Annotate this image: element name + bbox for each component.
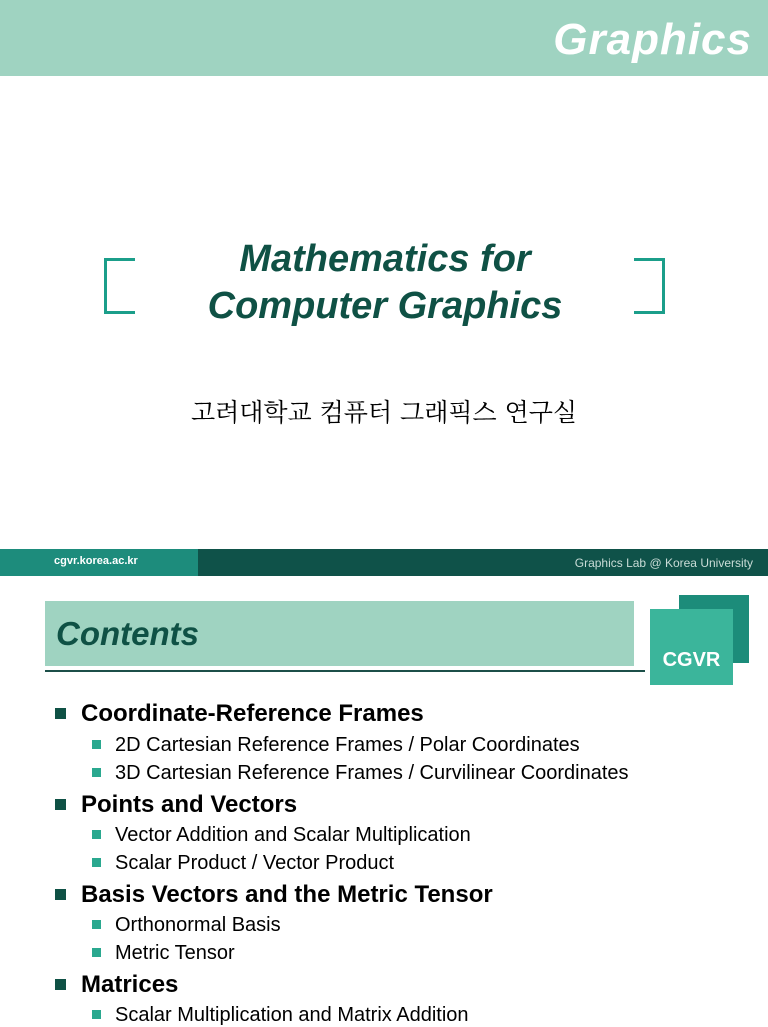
- korean-subtitle: 고려대학교 컴퓨터 그래픽스 연구실: [190, 398, 578, 427]
- list-item-label: Matrices: [81, 971, 179, 998]
- sub-list-item-label: 2D Cartesian Reference Frames / Polar Coordinates: [115, 734, 580, 756]
- list-item: [81, 881, 493, 909]
- square-bullet-icon: [92, 740, 101, 749]
- square-bullet-icon: [92, 920, 101, 929]
- square-bullet-icon: [55, 799, 66, 810]
- sub-list-item: [115, 823, 471, 847]
- contents-divider: [45, 670, 645, 672]
- right-bracket-decoration: [634, 258, 665, 314]
- slide-title: [140, 236, 630, 330]
- title-line-1: Mathematics for: [239, 238, 531, 280]
- cgvr-logo: [650, 609, 733, 685]
- square-bullet-icon: [55, 708, 66, 719]
- sub-list-item: [115, 851, 394, 875]
- square-bullet-icon: [92, 830, 101, 839]
- list-item-label: Basis Vectors and the Metric Tensor: [81, 881, 493, 908]
- square-bullet-icon: [55, 889, 66, 900]
- header-band: [0, 0, 768, 76]
- square-bullet-icon: [92, 1010, 101, 1019]
- title-line-2: Computer Graphics: [207, 285, 563, 327]
- sub-list-item-label: 3D Cartesian Reference Frames / Curvilinear Coordinates: [115, 762, 629, 784]
- contents-header: [45, 601, 634, 666]
- list-item: [81, 700, 424, 728]
- sub-list-item: [115, 761, 629, 785]
- square-bullet-icon: [55, 979, 66, 990]
- cgvr-logo-text: CGVR: [662, 649, 721, 671]
- square-bullet-icon: [92, 858, 101, 867]
- list-item: [81, 791, 297, 819]
- footer-band: [0, 549, 768, 576]
- list-item-label: Points and Vectors: [81, 791, 298, 818]
- sub-list-item: [115, 1003, 469, 1027]
- sub-list-item: [115, 913, 281, 937]
- sub-list-item: [115, 733, 580, 757]
- left-bracket-decoration: [104, 258, 135, 314]
- list-item-label: Coordinate-Reference Frames: [81, 700, 424, 727]
- square-bullet-icon: [92, 768, 101, 777]
- brand-title: Graphics: [553, 15, 752, 64]
- sub-list-item-label: Scalar Product / Vector Product: [115, 852, 395, 874]
- sub-list-item-label: Orthonormal Basis: [115, 914, 281, 936]
- square-bullet-icon: [92, 948, 101, 957]
- footer-lab-label: Graphics Lab @ Korea University: [574, 556, 753, 570]
- footer-url-link[interactable]: cgvr.korea.ac.kr: [54, 555, 138, 567]
- sub-list-item-label: Vector Addition and Scalar Multiplication: [115, 824, 471, 846]
- footer-url-box: [0, 549, 198, 576]
- sub-list-item-label: Scalar Multiplication and Matrix Addition: [115, 1004, 469, 1026]
- list-item: [81, 971, 178, 999]
- sub-list-item: [115, 941, 235, 965]
- sub-list-item-label: Metric Tensor: [115, 942, 235, 964]
- contents-heading: Contents: [56, 615, 199, 652]
